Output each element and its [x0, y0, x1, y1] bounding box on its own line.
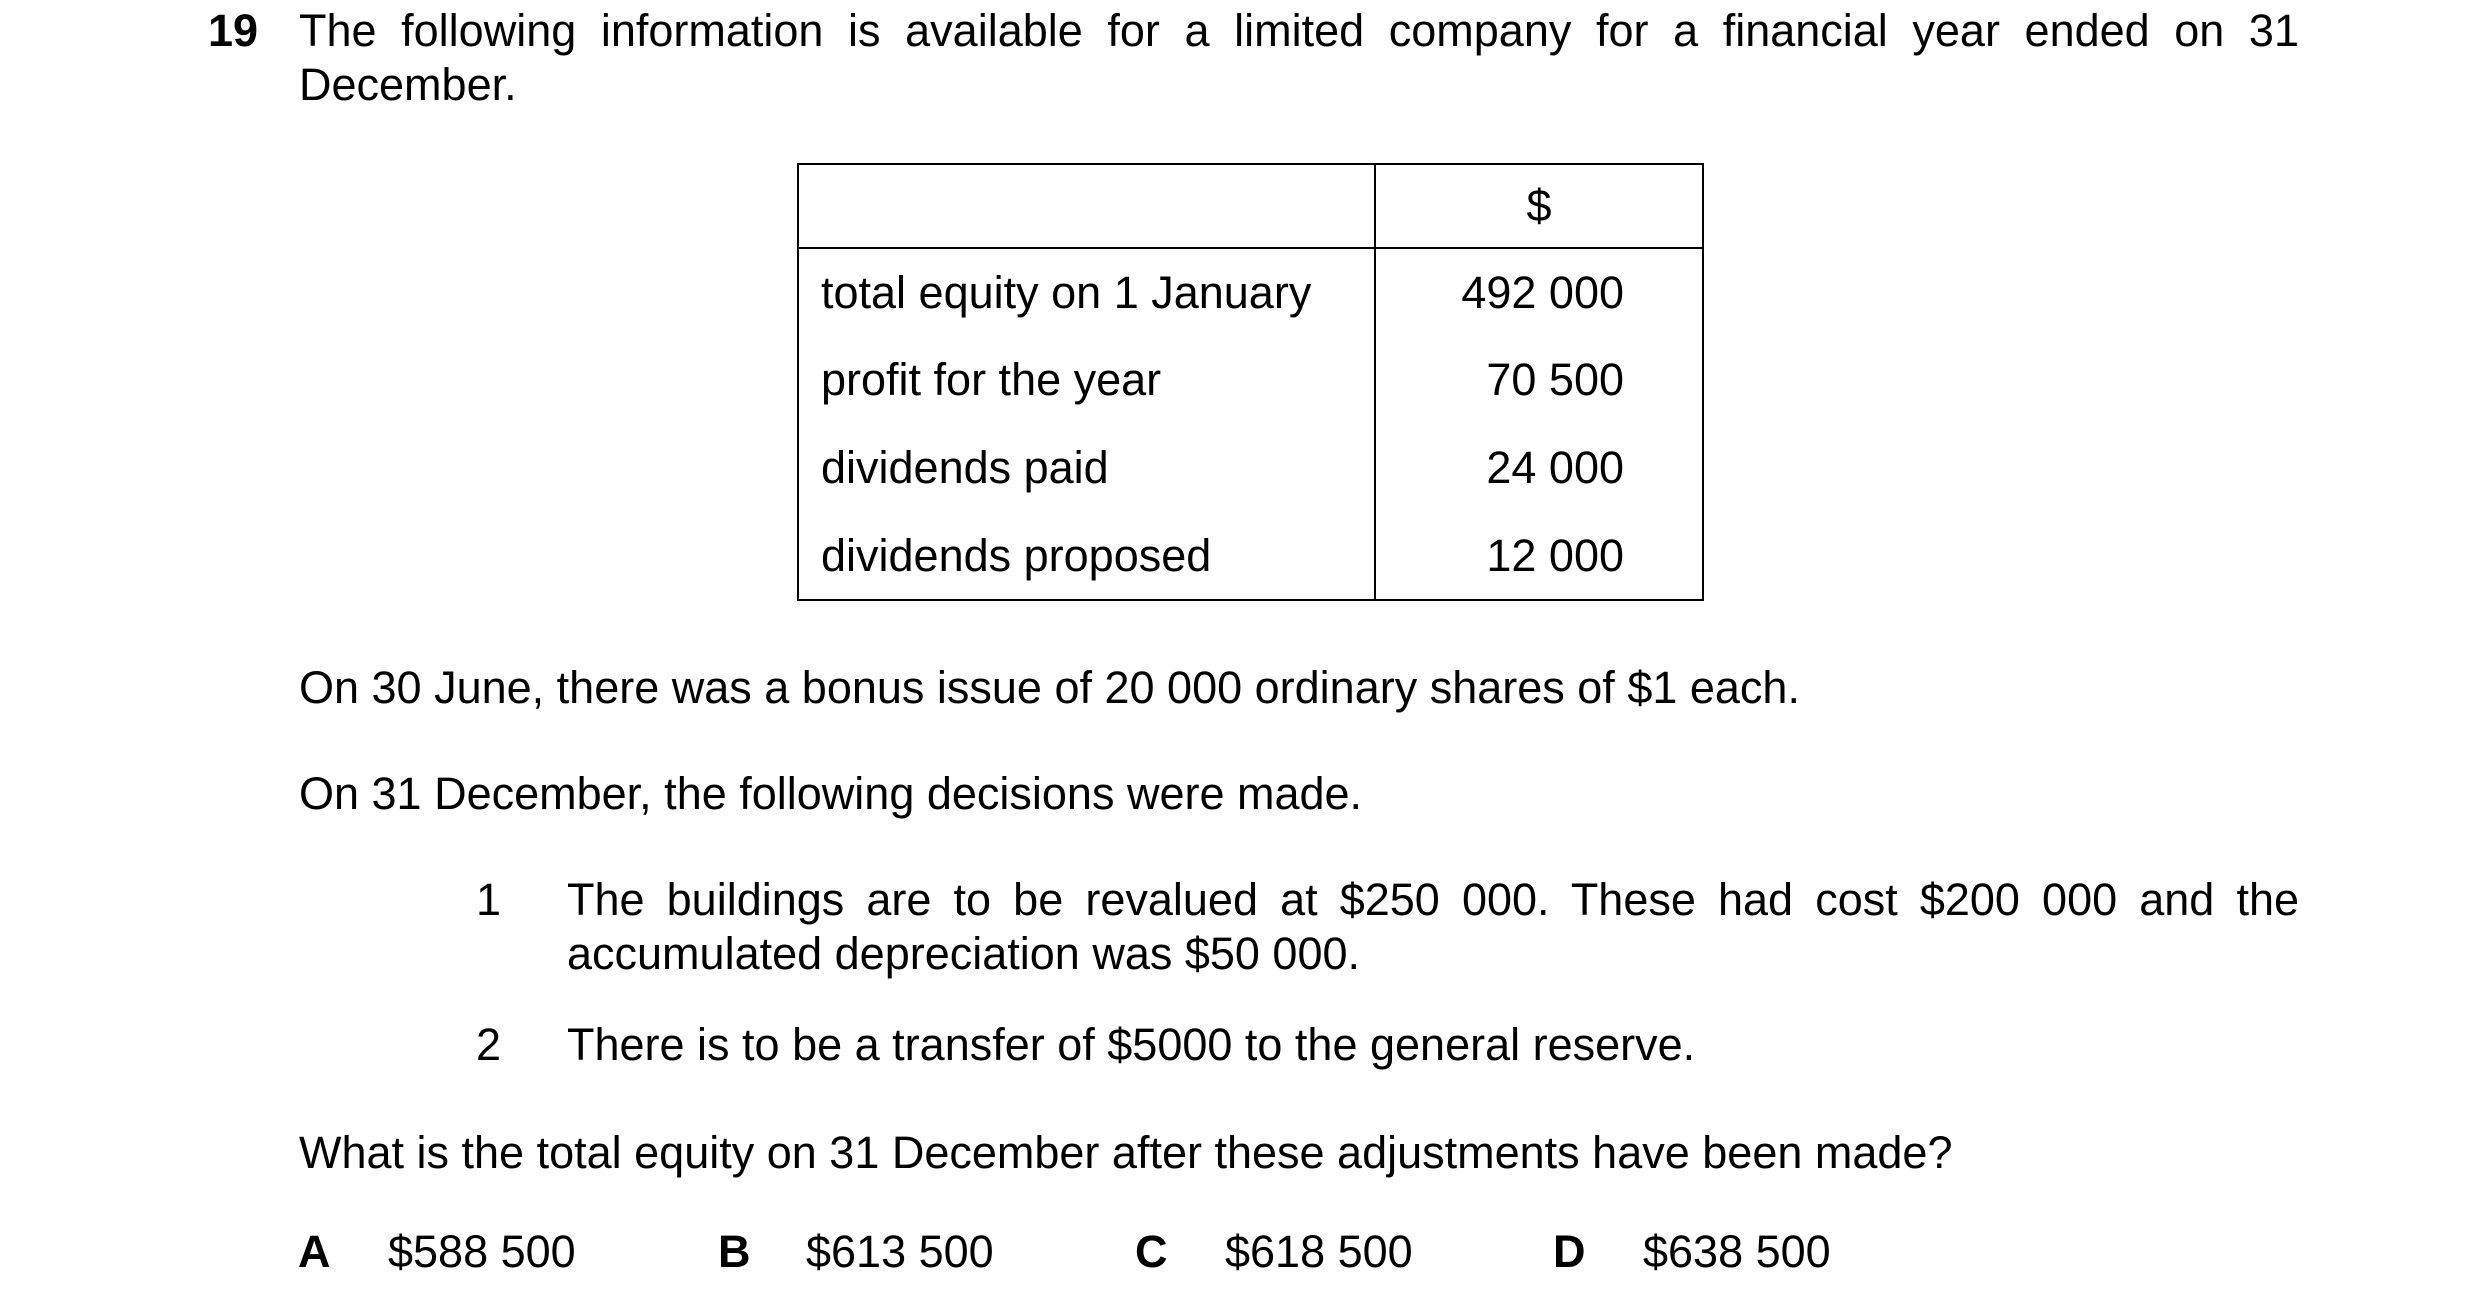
row-value: 12 000	[1375, 512, 1703, 600]
option-c-value: $618 500	[1225, 1226, 1413, 1277]
row-value: 70 500	[1375, 336, 1703, 424]
row-label: total equity on 1 January	[798, 248, 1375, 336]
row-value: 24 000	[1375, 424, 1703, 512]
bonus-issue-text: On 30 June, there was a bonus issue of 20 000 ordinary shares of $1 each.	[299, 662, 1800, 713]
decision-number: 2	[476, 1019, 502, 1070]
table-header-currency: $	[1375, 164, 1703, 248]
option-a-value: $588 500	[388, 1226, 576, 1277]
table-row	[798, 248, 1703, 336]
table-row	[798, 336, 1703, 424]
decisions-intro-text: On 31 December, the following decisions were made.	[299, 768, 1363, 819]
financial-info-table	[797, 163, 1704, 601]
decision-text: There is to be a transfer of $5000 to the general reserve.	[567, 1019, 1696, 1070]
option-d-letter: D	[1553, 1226, 1586, 1277]
question-prompt: What is the total equity on 31 December after these adjustments have been made?	[299, 1127, 1953, 1178]
table-row	[798, 512, 1703, 600]
row-label: profit for the year	[798, 336, 1375, 424]
row-label: dividends proposed	[798, 512, 1375, 600]
question-number: 19	[208, 5, 259, 56]
option-c-letter: C	[1135, 1226, 1168, 1277]
option-d-value: $638 500	[1643, 1226, 1831, 1277]
question-intro: The following information is available for a limited company for a financial year ended on 31 December.	[299, 5, 2299, 110]
table-header-label	[798, 164, 1375, 248]
option-a-letter: A	[298, 1226, 331, 1277]
option-b-value: $613 500	[806, 1226, 994, 1277]
decision-text: The buildings are to be revalued at $250 000. These had cost $200 000 and the accumulated depreciation was $50 000.	[567, 874, 2299, 979]
row-value: 492 000	[1375, 248, 1703, 336]
option-b-letter: B	[718, 1226, 751, 1277]
table-header-row	[798, 164, 1703, 248]
table-row	[798, 424, 1703, 512]
decision-number: 1	[476, 874, 502, 925]
row-label: dividends paid	[798, 424, 1375, 512]
